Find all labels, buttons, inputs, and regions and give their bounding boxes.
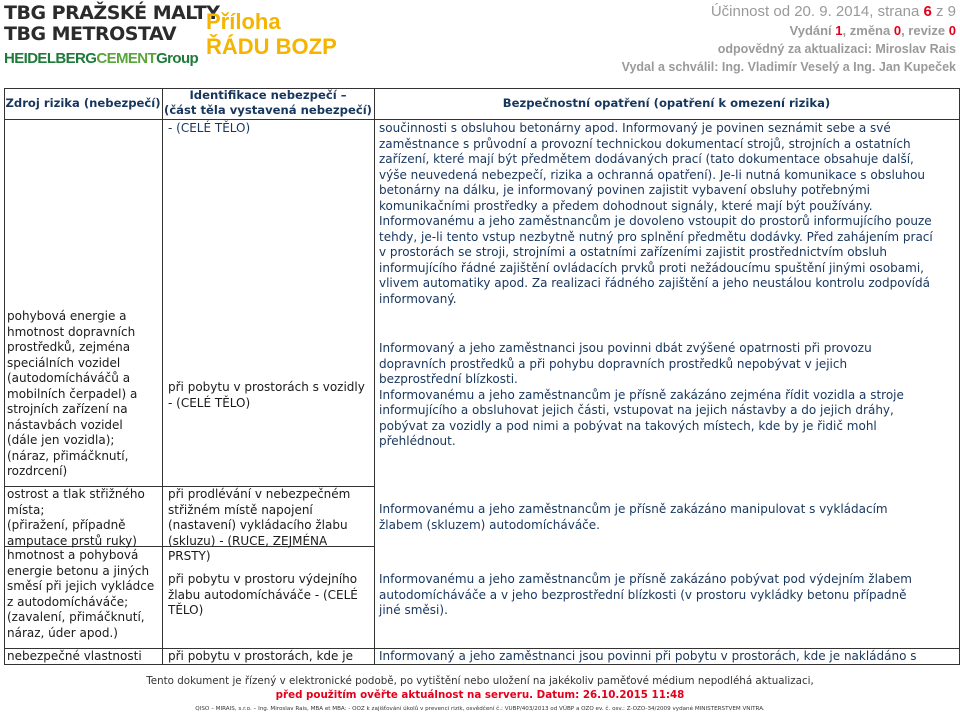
title-line-1: Příloha xyxy=(206,9,281,34)
footer-credits: QISO – MIRAIS, s.r.o. – Ing. Miroslav Rais, MBA et MBA: - OOZ k zajišťování úkolů v prevenci rizik, osvědčení č.: VUBP/403/2013 od VÚBP a OZO ev. č. osv.: Z-OZO-34/2009 vydané MINISTERSTVEM VNITRA. xyxy=(195,706,765,712)
hazard-cell: při pobytu v prostorách, kde je xyxy=(168,649,353,663)
issue-info: Vydání 1, změna 0, revize 0 xyxy=(789,23,956,38)
footer-notice: Tento dokument je řízený v elektronické podobě, po vytištění nebo uložení na jakékoliv paměťové médium nepodléhá aktualizaci, xyxy=(146,675,814,687)
header-hazard-identification: Identifikace nebezpečí – (část těla vystavená nebezpečí) xyxy=(164,88,372,117)
header-bottom-border xyxy=(4,119,960,120)
footer-verify-date: před použitím ověřte aktuálnost na serveru. Datum: 26.10.2015 11:48 xyxy=(275,689,685,701)
risk-table xyxy=(4,88,960,665)
measures-cell: Informovaný a jeho zaměstnanci jsou povinni dbát zvýšené opatrnosti při provozu dopravních prostředků a při pohybu dopravních prostředků nepobývat v jejich bezprostřední blízkosti. Informovanému a jeho zaměstnancům je přísně zakázáno zejména řídit vozidla a stroje informujícího a obsluhovat jejich části, vstupovat na jejich nástavby a do jejich dráhy, pobývat za vozidly a pod nimi a pobývat na takových místech, kde by je řidič mohl přehlédnout. xyxy=(379,341,904,448)
revision-number: 0 xyxy=(948,23,956,38)
risk-source-cell: hmotnost a pohybová energie betonu a jiných směsí při jejich vykládce z autodomícháváče; (zavalení, přimáčknutí, náraz, úder apod.) xyxy=(7,548,155,640)
measures-cell: Informovaný a jeho zaměstnanci jsou povinni při pobytu v prostorách, kde je nakládáno s xyxy=(379,649,917,663)
hazard-cell: při pobytu v prostoru výdejního žlabu autodomícháváče - (CELÉ TĚLO) xyxy=(168,572,358,617)
title-line-2: ŘÁDU BOZP xyxy=(206,34,337,59)
col-border xyxy=(4,88,5,665)
risk-source-cell: nebezpečné vlastnosti xyxy=(7,649,142,663)
effective-date: Účinnost od 20. 9. 2014, strana 6 z 9 xyxy=(710,3,956,20)
logo-cement: CEMENT xyxy=(96,50,157,67)
logo-line-2: TBG METROSTAV xyxy=(4,23,177,45)
risk-source-cell: ostrost a tlak střižného místa; (přiražení, případně amputace prstů ruky) xyxy=(7,487,145,548)
logo-group: Group xyxy=(156,50,199,67)
measures-cell: Informovanému a jeho zaměstnancům je přísně zakázáno pobývat pod výdejním žlabem autodomícháváče a v jeho bezprostřední blízkosti (v prostoru vykládky betonu případně jiné směsi). xyxy=(379,572,912,617)
page-total: 9 xyxy=(947,3,956,20)
logo-line-1: TBG PRAŽSKÉ MALTY xyxy=(4,2,220,24)
header-risk-source: Zdroj rizika (nebezpečí) xyxy=(5,96,161,110)
table-top-border xyxy=(4,88,960,89)
responsible-person: odpovědný za aktualizaci: Miroslav Rais xyxy=(717,42,956,56)
company-logo xyxy=(4,2,220,70)
hazard-cell: - (CELÉ TĚLO) xyxy=(168,121,251,135)
change-number: 0 xyxy=(893,23,902,38)
hazard-cell: při prodlévání v nebezpečném střižném místě napojení (nastavení) vykládacího žlabu (skluzu) - (RUCE, ZEJMÉNA PRSTY) xyxy=(168,487,351,563)
measures-cell: součinnosti s obsluhou betonárny apod. Informovaný je povinen seznámit sebe a své zaměstnance s průvodní a provozní technickou dokumentací strojů, strojních a ostatních zařízení, které mají být předmětem dodávaných prací (tato dokumentace obsahuje další, výše neuvedená nebezpečí, rizika a ochranná opatření). Je-li nutná komunikace s obsluhou betonárny na dálku, je informovaný povinen zajistit vybavení obsluhy potřebnými komunikačními prostředky a předem dohodnout signály, které mají být používány. Informovanému a jeho zaměstnancům je dovoleno vstoupit do prostorů informujícího pouze tehdy, je-li tento vstup nezbytně nutný pro splnění předmětu dodávky. Před zahájením prací v prostorách se stroji, strojními a ostatními zařízeními zajistit prostřednictvím obsluh informujícího řádné zajištění ovládacích prvků proti nežádoucímu spuštění jinými osobami, vlivem automatiky apod. Za realizaci řádného zajištění a jeho neustálou kontrolu zodpovídá informovaný. xyxy=(379,121,933,306)
logo-heidelberg: HEIDELBERG xyxy=(4,50,97,67)
document-title xyxy=(206,9,337,59)
header-safety-measures: Bezpečnostní opatření (opatření k omezení rizika) xyxy=(502,96,831,110)
issue-number: 1 xyxy=(835,23,843,38)
hazard-cell: při pobytu v prostorách s vozidly - (CELÉ TĚLO) xyxy=(168,380,365,410)
document-meta xyxy=(622,2,956,76)
col-border xyxy=(374,88,375,665)
risk-source-cell: pohybová energie a hmotnost dopravních prostředků, zejména speciálních vozidel (autodomícháváčů a mobilních čerpadel) a strojních zařízení na nástavbách vozidel (dále jen vozidla); (náraz, přimáčknutí, rozdrcení) xyxy=(7,309,138,478)
page-number: 6 xyxy=(923,3,932,20)
logo-line-3 xyxy=(4,50,198,67)
approved-by: Vydal a schválil: Ing. Vladimír Veselý a Ing. Jan Kupeček xyxy=(621,60,956,74)
col-border xyxy=(162,88,163,665)
measures-cell: Informovanému a jeho zaměstnancům je přísně zakázáno manipulovat s vykládacím žlabem (skluzem) autodomícháváče. xyxy=(379,502,888,532)
